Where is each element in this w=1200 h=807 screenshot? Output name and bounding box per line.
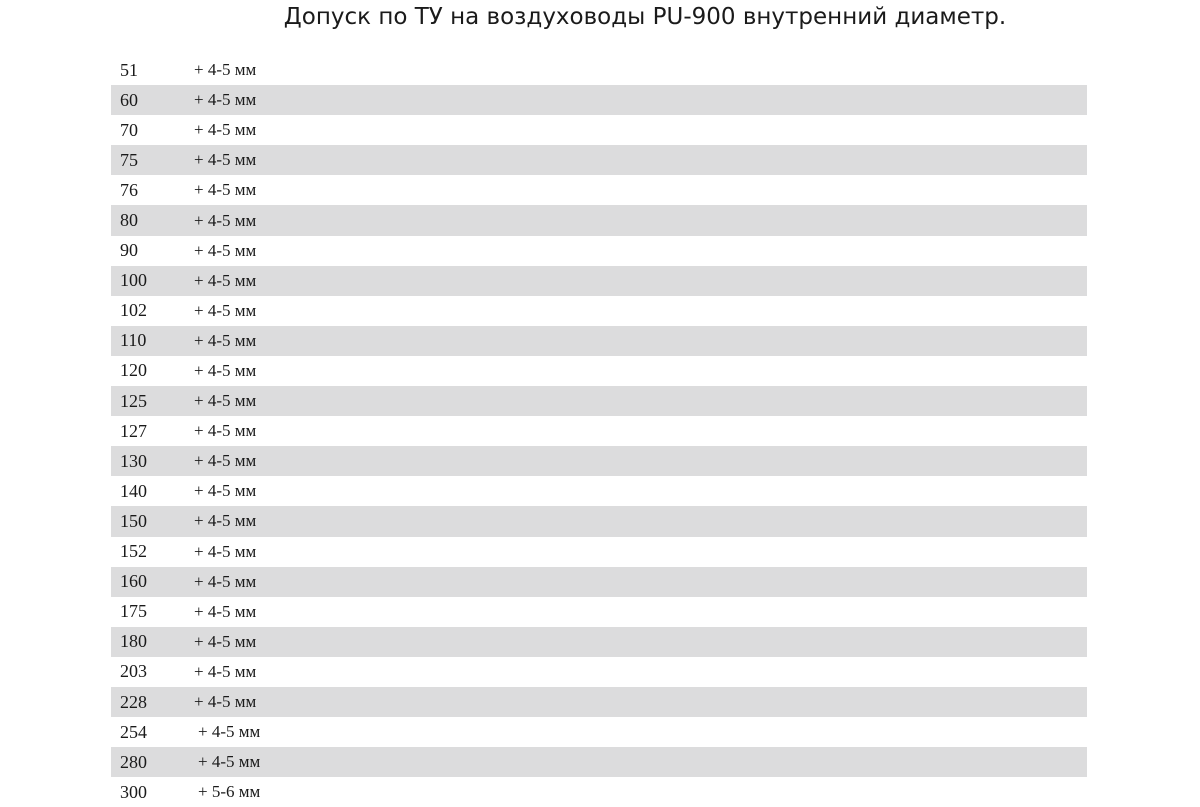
table-row (111, 506, 1087, 536)
diameter-cell: 102 (120, 300, 147, 321)
page-title: Допуск по ТУ на воздуховоды PU-900 внутренний диаметр. (283, 4, 1007, 30)
tolerance-cell: + 4-5 мм (194, 90, 257, 110)
table-row (111, 567, 1087, 597)
diameter-cell: 100 (120, 270, 147, 291)
table-row (111, 446, 1087, 476)
table-row (111, 115, 1087, 145)
tolerance-cell: + 4-5 мм (194, 541, 257, 561)
diameter-cell: 60 (120, 89, 138, 110)
diameter-cell: 120 (120, 360, 147, 381)
tolerance-cell: + 4-5 мм (194, 150, 257, 170)
diameter-cell: 130 (120, 450, 147, 471)
diameter-cell: 75 (120, 149, 138, 170)
diameter-cell: 140 (120, 480, 147, 501)
table-row (111, 777, 1087, 807)
diameter-cell: 152 (120, 541, 147, 562)
tolerance-cell: + 4-5 мм (194, 300, 257, 320)
tolerance-cell: + 4-5 мм (194, 601, 257, 621)
diameter-cell: 70 (120, 119, 138, 140)
tolerance-cell: + 4-5 мм (194, 451, 257, 471)
tolerance-cell: + 4-5 мм (194, 391, 257, 411)
tolerance-cell: + 4-5 мм (194, 240, 257, 260)
tolerance-cell: + 4-5 мм (194, 481, 257, 501)
diameter-cell: 125 (120, 390, 147, 411)
table-row (111, 145, 1087, 175)
diameter-cell: 254 (120, 721, 147, 742)
table-row (111, 236, 1087, 266)
table-row (111, 717, 1087, 747)
table-row (111, 266, 1087, 296)
table-row (111, 55, 1087, 85)
table-row (111, 416, 1087, 446)
table-row (111, 326, 1087, 356)
tolerance-cell: + 5-6 мм (198, 782, 261, 802)
diameter-cell: 150 (120, 510, 147, 531)
diameter-cell: 175 (120, 601, 147, 622)
tolerance-cell: + 4-5 мм (194, 60, 257, 80)
tolerance-cell: + 4-5 мм (194, 120, 257, 140)
tolerance-cell: + 4-5 мм (198, 752, 261, 772)
table-row (111, 85, 1087, 115)
table-row (111, 296, 1087, 326)
tolerance-cell: + 4-5 мм (194, 421, 257, 441)
diameter-cell: 228 (120, 691, 147, 712)
diameter-cell: 80 (120, 210, 138, 231)
table-row (111, 356, 1087, 386)
tolerance-cell: + 4-5 мм (194, 330, 257, 350)
diameter-cell: 76 (120, 179, 138, 200)
tolerance-table (111, 55, 1087, 807)
table-row (111, 597, 1087, 627)
diameter-cell: 90 (120, 240, 138, 261)
diameter-cell: 110 (120, 330, 147, 351)
tolerance-cell: + 4-5 мм (194, 210, 257, 230)
table-row (111, 205, 1087, 235)
tolerance-cell: + 4-5 мм (198, 722, 261, 742)
diameter-cell: 127 (120, 420, 147, 441)
tolerance-cell: + 4-5 мм (194, 661, 257, 681)
table-row (111, 627, 1087, 657)
diameter-cell: 203 (120, 661, 147, 682)
tolerance-cell: + 4-5 мм (194, 571, 257, 591)
table-row (111, 175, 1087, 205)
diameter-cell: 300 (120, 781, 147, 802)
diameter-cell: 280 (120, 751, 147, 772)
table-row (111, 657, 1087, 687)
diameter-cell: 180 (120, 631, 147, 652)
table-row (111, 747, 1087, 777)
table-row (111, 687, 1087, 717)
table-row (111, 476, 1087, 506)
table-row (111, 537, 1087, 567)
tolerance-cell: + 4-5 мм (194, 270, 257, 290)
table-row (111, 386, 1087, 416)
tolerance-cell: + 4-5 мм (194, 360, 257, 380)
diameter-cell: 160 (120, 571, 147, 592)
tolerance-cell: + 4-5 мм (194, 631, 257, 651)
diameter-cell: 51 (120, 59, 138, 80)
tolerance-cell: + 4-5 мм (194, 180, 257, 200)
tolerance-cell: + 4-5 мм (194, 511, 257, 531)
tolerance-cell: + 4-5 мм (194, 692, 257, 712)
